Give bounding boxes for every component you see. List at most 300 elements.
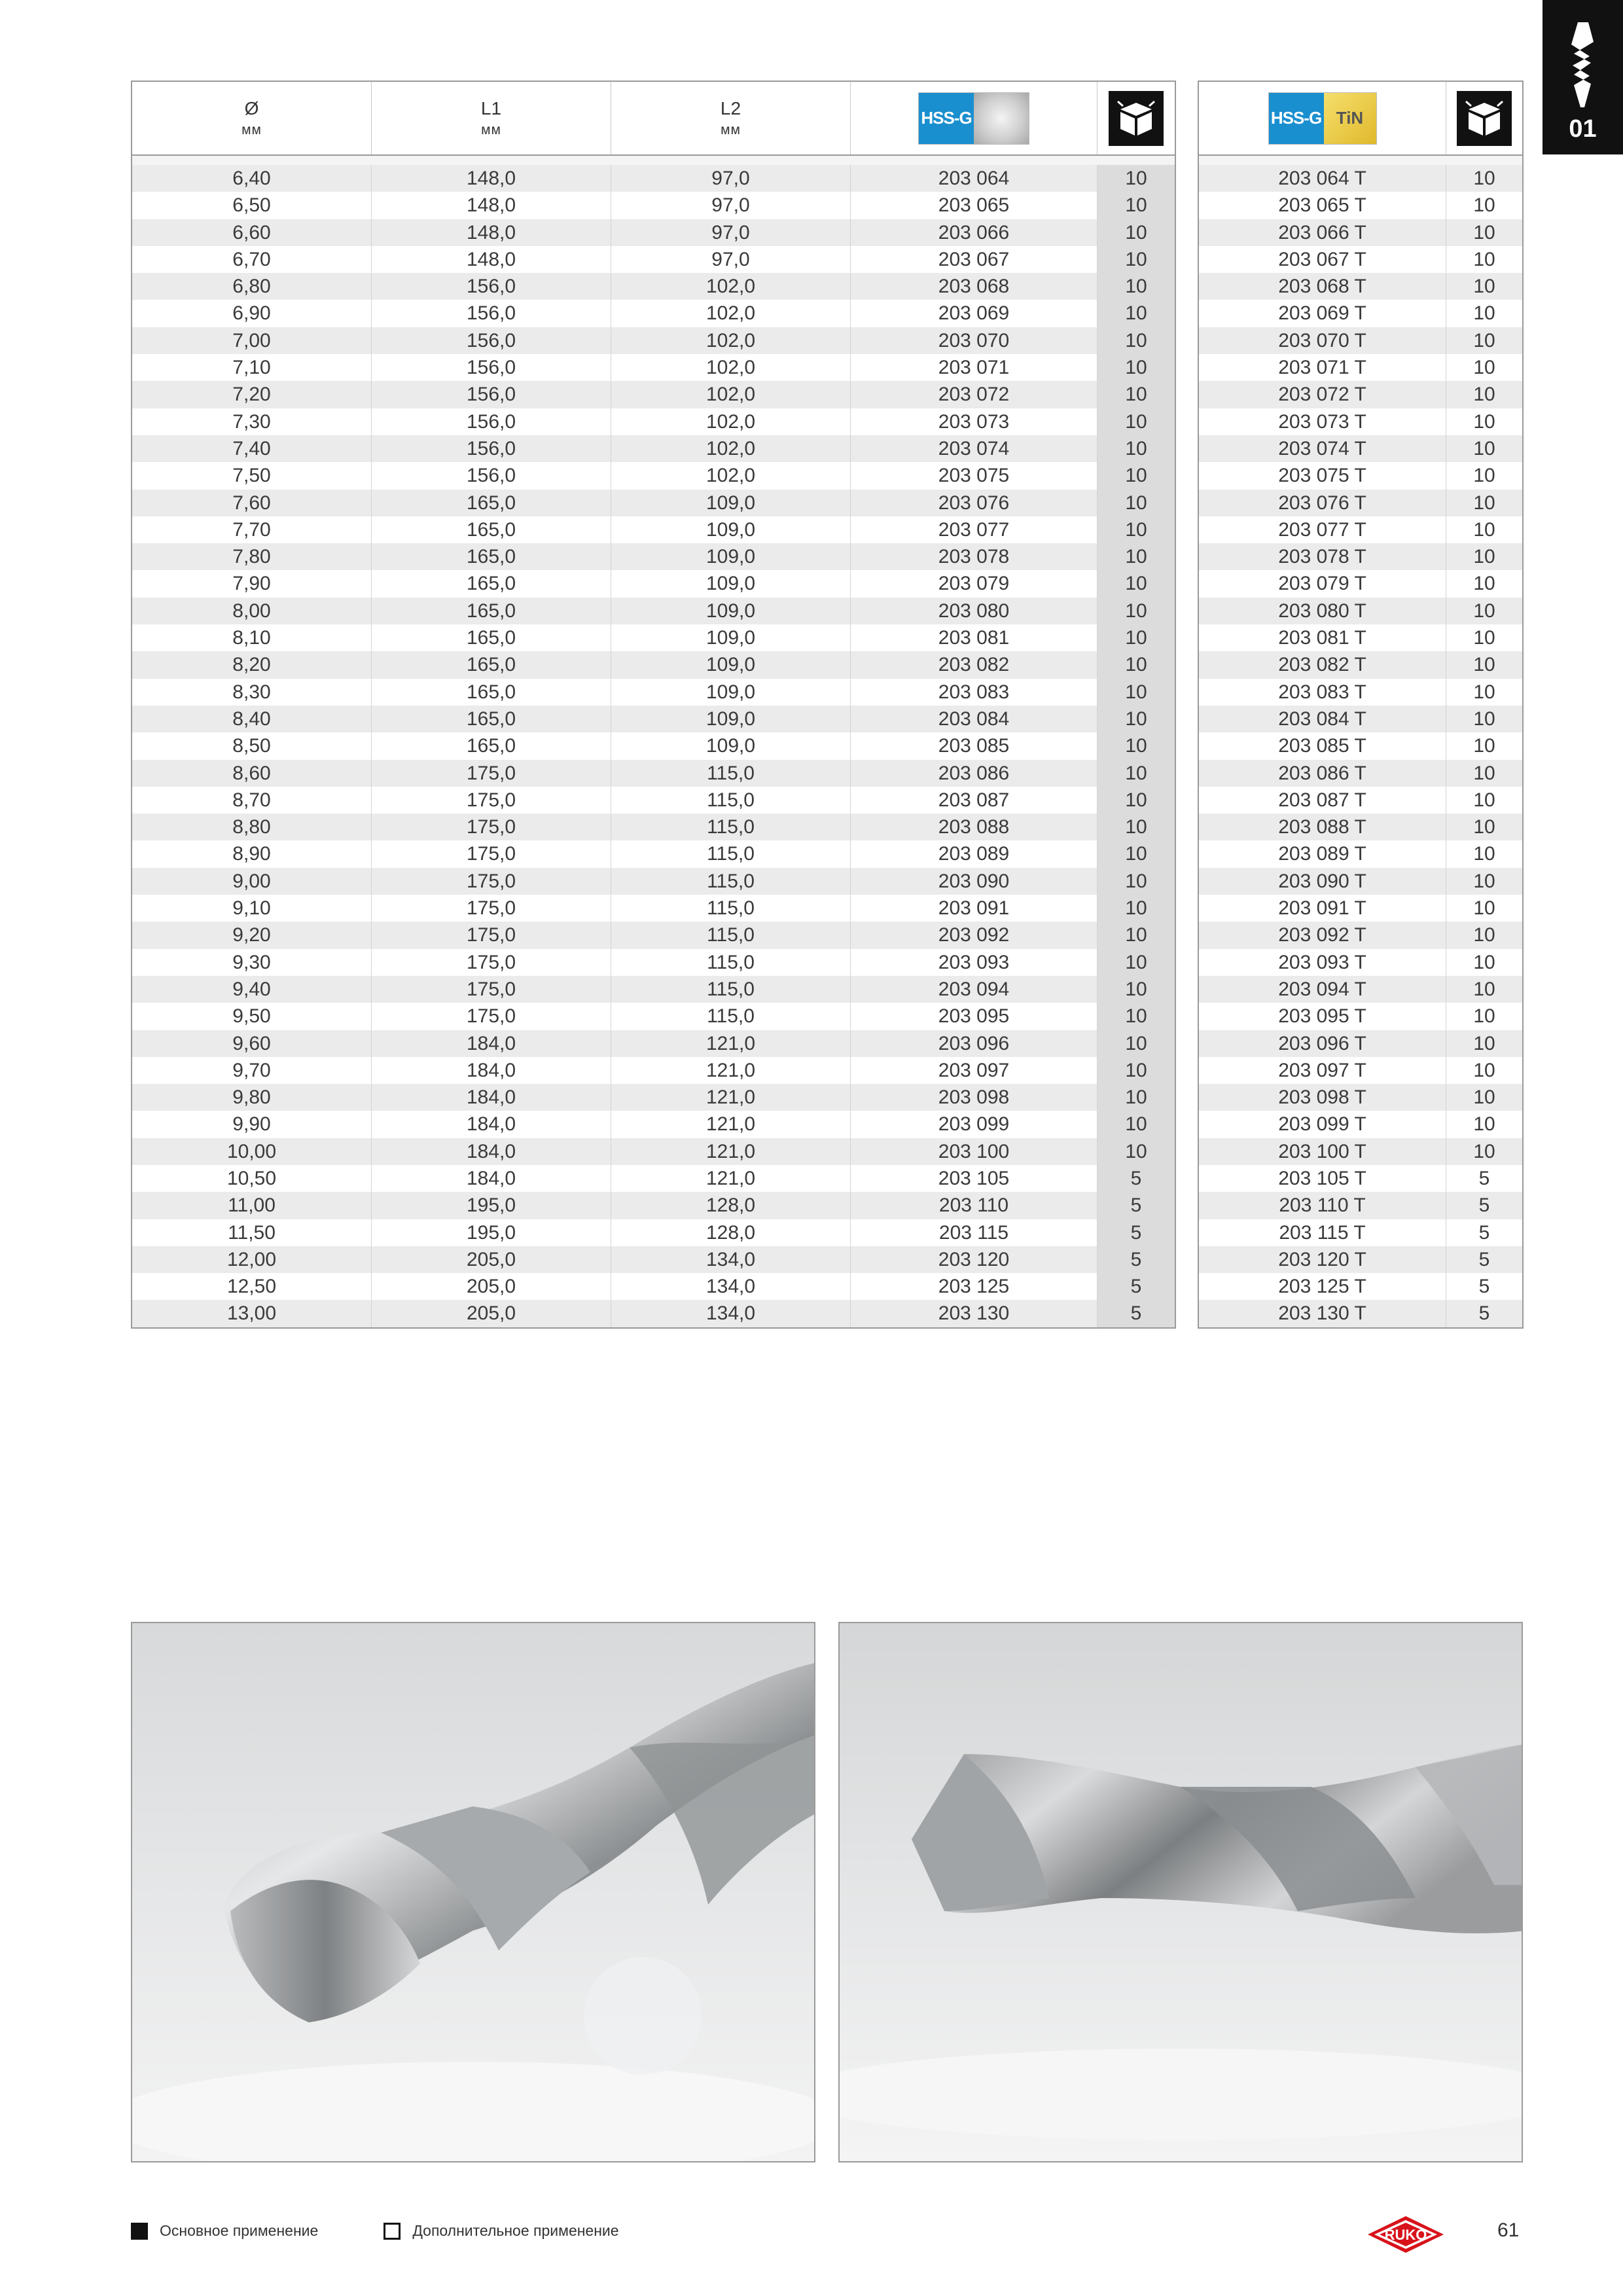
header-pack [1446,82,1522,154]
table-row [132,624,1175,651]
cell-article-tin: 203 093 T [1199,949,1446,976]
cell-pack-qty: 10 [1097,922,1175,948]
cell-diameter: 12,50 [132,1273,372,1300]
cell-diameter: 12,00 [132,1246,372,1273]
table-row [132,1111,1175,1138]
cell-pack-qty: 10 [1473,1032,1495,1054]
cell-l1: 184,0 [372,1111,611,1138]
cell-l1: 175,0 [372,949,611,976]
cell-article-tin: 203 115 T [1199,1219,1446,1246]
cell-pack-qty: 10 [1097,949,1175,976]
cell-diameter: 8,20 [132,651,372,678]
cell-article: 203 076 [851,490,1097,516]
cell-l2: 134,0 [611,1246,851,1273]
cell-article-tin: 203 130 T [1199,1300,1446,1327]
table-row [1199,679,1522,706]
cell-diameter: 10,00 [132,1138,372,1165]
cell-article-tin: 203 068 T [1199,273,1446,300]
table-row [1199,1192,1522,1219]
cell-pack-qty: 10 [1473,168,1495,189]
cell-l2: 102,0 [611,300,851,327]
table-row [132,490,1175,516]
cell-pack-qty: 10 [1473,221,1495,243]
cell-pack-qty: 10 [1473,276,1495,298]
cell-l1: 165,0 [372,490,611,516]
table-row [1199,868,1522,895]
cell-l2: 109,0 [611,679,851,706]
cell-article-tin: 203 094 T [1199,976,1446,1003]
legend-secondary: Дополнительное применение [383,2222,618,2240]
cell-article: 203 065 [851,192,1097,219]
cell-article-tin: 203 120 T [1199,1246,1446,1273]
cell-article: 203 073 [851,408,1097,435]
table-row [1199,354,1522,381]
cell-article-tin: 203 065 T [1199,192,1446,219]
header-pack [1097,82,1175,154]
cell-l2: 102,0 [611,408,851,435]
cell-article-tin: 203 086 T [1199,760,1446,787]
cell-article-tin: 203 098 T [1199,1084,1446,1111]
table-row [132,1273,1175,1300]
table-row [132,165,1175,192]
cell-l2: 102,0 [611,327,851,354]
cell-pack-qty: 5 [1097,1192,1175,1219]
cell-pack-qty: 10 [1473,870,1495,892]
cell-diameter: 6,80 [132,273,372,300]
cell-article-tin: 203 077 T [1199,516,1446,543]
bright-finish-swatch [974,93,1029,144]
table-row [132,840,1175,867]
cell-pack-qty: 10 [1473,302,1495,325]
table-row [132,1003,1175,1030]
table-row [1199,381,1522,408]
header-l2: L2 мм [611,82,851,154]
cell-diameter: 7,90 [132,570,372,597]
table-row [1199,1003,1522,1030]
cell-l2: 134,0 [611,1300,851,1327]
cell-pack-qty: 10 [1097,490,1175,516]
application-legend [131,2222,685,2240]
cell-l1: 175,0 [372,840,611,867]
cell-diameter: 6,40 [132,165,372,192]
cell-diameter: 7,30 [132,408,372,435]
cell-pack-qty: 5 [1478,1302,1490,1325]
cell-article-tin: 203 080 T [1199,598,1446,624]
table-row [1199,543,1522,570]
table-header [1199,82,1522,156]
cell-diameter: 8,60 [132,760,372,787]
table-row [132,976,1175,1003]
cell-pack-qty: 10 [1097,1057,1175,1084]
table-row [132,787,1175,814]
cell-l1: 165,0 [372,624,611,651]
cell-diameter: 9,60 [132,1030,372,1057]
table-row [132,219,1175,246]
cell-article: 203 078 [851,543,1097,570]
table-row [1199,624,1522,651]
header-l1: L1 мм [372,82,611,154]
cell-article-tin: 203 085 T [1199,732,1446,759]
cell-l2: 97,0 [611,219,851,246]
table-row [132,679,1175,706]
cell-article: 203 082 [851,651,1097,678]
cell-article-tin: 203 096 T [1199,1030,1446,1057]
table-row [132,868,1175,895]
cell-l2: 109,0 [611,543,851,570]
table-row [132,1057,1175,1084]
cell-article-tin: 203 091 T [1199,895,1446,922]
cell-l1: 184,0 [372,1030,611,1057]
cell-l1: 165,0 [372,543,611,570]
cell-diameter: 9,30 [132,949,372,976]
table-row [132,814,1175,840]
table-row [132,760,1175,787]
cell-pack-qty: 5 [1097,1219,1175,1246]
cell-pack-qty: 10 [1097,895,1175,922]
cell-pack-qty: 10 [1097,300,1175,327]
cell-l1: 148,0 [372,219,611,246]
cell-pack-qty: 10 [1097,814,1175,840]
cell-l2: 109,0 [611,732,851,759]
cell-article-tin: 203 125 T [1199,1273,1446,1300]
cell-article-tin: 203 083 T [1199,679,1446,706]
cell-diameter: 7,50 [132,462,372,489]
cell-diameter: 8,00 [132,598,372,624]
table-row [1199,408,1522,435]
cell-article-tin: 203 072 T [1199,381,1446,408]
table-row [132,246,1175,273]
cell-pack-qty: 10 [1473,951,1495,973]
cell-pack-qty: 10 [1097,706,1175,732]
cell-l2: 115,0 [611,868,851,895]
cell-pack-qty: 10 [1097,760,1175,787]
cell-l2: 128,0 [611,1219,851,1246]
table-row [1199,1111,1522,1138]
cell-diameter: 6,50 [132,192,372,219]
cell-l2: 115,0 [611,814,851,840]
cell-l1: 195,0 [372,1192,611,1219]
table-header [132,82,1175,156]
cell-l2: 109,0 [611,624,851,651]
cell-pack-qty: 5 [1478,1194,1490,1217]
table-row [132,1219,1175,1246]
cell-article: 203 095 [851,1003,1097,1030]
cell-article: 203 097 [851,1057,1097,1084]
table-row [1199,706,1522,732]
cell-diameter: 8,30 [132,679,372,706]
table-row [132,408,1175,435]
table-row [132,1030,1175,1057]
cell-pack-qty: 10 [1473,384,1495,406]
cell-article: 203 125 [851,1273,1097,1300]
cell-pack-qty: 5 [1478,1221,1490,1244]
cell-article-tin: 203 073 T [1199,408,1446,435]
cell-pack-qty: 10 [1097,679,1175,706]
table-row [1199,732,1522,759]
cell-article: 203 077 [851,516,1097,543]
cell-pack-qty: 10 [1473,194,1495,217]
cell-l1: 156,0 [372,327,611,354]
cell-l1: 184,0 [372,1165,611,1192]
cell-pack-qty: 10 [1097,868,1175,895]
cell-l1: 165,0 [372,598,611,624]
cell-pack-qty: 10 [1097,354,1175,381]
table-row [132,895,1175,922]
cell-l1: 148,0 [372,246,611,273]
cell-l2: 121,0 [611,1111,851,1138]
legend-primary: Основное применение [131,2222,318,2240]
cell-l2: 97,0 [611,246,851,273]
cell-l2: 102,0 [611,273,851,300]
cell-l2: 121,0 [611,1165,851,1192]
cell-pack-qty: 10 [1473,248,1495,270]
cell-diameter: 8,90 [132,840,372,867]
cell-diameter: 9,90 [132,1111,372,1138]
table-row [132,598,1175,624]
cell-article-tin: 203 095 T [1199,1003,1446,1030]
cell-l2: 121,0 [611,1057,851,1084]
table-row [1199,1246,1522,1273]
cell-diameter: 7,00 [132,327,372,354]
table-row [1199,814,1522,840]
chapter-tab [1543,0,1623,154]
cell-pack-qty: 10 [1473,492,1495,514]
cell-pack-qty: 10 [1097,840,1175,867]
table-row [1199,490,1522,516]
table-row [132,543,1175,570]
header-hss-g-tin [1199,82,1446,154]
chapter-number: 01 [1569,115,1597,143]
cell-l2: 115,0 [611,840,851,867]
table-row [1199,1084,1522,1111]
cell-diameter: 9,80 [132,1084,372,1111]
hss-g-tin-badge: HSS-G TiN [1268,92,1377,145]
cell-pack-qty: 10 [1097,273,1175,300]
cell-pack-qty: 5 [1097,1246,1175,1273]
cell-article: 203 081 [851,624,1097,651]
table-row [132,381,1175,408]
cell-pack-qty: 10 [1097,516,1175,543]
table-row [1199,922,1522,948]
cell-pack-qty: 10 [1097,976,1175,1003]
cell-article: 203 115 [851,1219,1097,1246]
cell-pack-qty: 5 [1097,1273,1175,1300]
cell-pack-qty: 10 [1097,1030,1175,1057]
cell-l2: 109,0 [611,516,851,543]
cell-diameter: 13,00 [132,1300,372,1327]
cell-diameter: 8,70 [132,787,372,814]
cell-diameter: 9,00 [132,868,372,895]
cell-pack-qty: 5 [1478,1167,1490,1189]
table-row [1199,1138,1522,1165]
cell-pack-qty: 10 [1473,789,1495,811]
filled-square-icon [131,2223,148,2240]
cell-l1: 175,0 [372,814,611,840]
cell-article: 203 067 [851,246,1097,273]
cell-article: 203 092 [851,922,1097,948]
cell-article: 203 075 [851,462,1097,489]
cell-article: 203 071 [851,354,1097,381]
cell-article: 203 100 [851,1138,1097,1165]
cell-l2: 121,0 [611,1030,851,1057]
cell-article-tin: 203 100 T [1199,1138,1446,1165]
table-row [1199,192,1522,219]
cell-pack-qty: 5 [1097,1165,1175,1192]
table-row [132,651,1175,678]
cell-article: 203 090 [851,868,1097,895]
cell-article-tin: 203 079 T [1199,570,1446,597]
cell-article-tin: 203 075 T [1199,462,1446,489]
cell-l1: 165,0 [372,679,611,706]
cell-diameter: 8,10 [132,624,372,651]
cell-pack-qty: 10 [1473,816,1495,838]
cell-pack-qty: 10 [1097,246,1175,273]
cell-pack-qty: 10 [1473,924,1495,946]
cell-pack-qty: 10 [1473,1005,1495,1028]
cell-l2: 109,0 [611,490,851,516]
cell-l1: 175,0 [372,1003,611,1030]
cell-pack-qty: 10 [1473,897,1495,920]
cell-pack-qty: 10 [1473,735,1495,757]
empty-square-icon [383,2223,401,2240]
table-row [1199,651,1522,678]
table-row [1199,949,1522,976]
cell-l2: 121,0 [611,1138,851,1165]
cell-pack-qty: 10 [1473,1113,1495,1136]
cell-l2: 102,0 [611,435,851,462]
cell-article: 203 093 [851,949,1097,976]
cell-article: 203 079 [851,570,1097,597]
table-row [1199,895,1522,922]
table-row [1199,976,1522,1003]
cell-l2: 109,0 [611,706,851,732]
drill-flute-closeup-image [838,1622,1523,2162]
table-row [132,949,1175,976]
cell-diameter: 10,50 [132,1165,372,1192]
cell-article: 203 087 [851,787,1097,814]
cell-article: 203 088 [851,814,1097,840]
hss-g-badge: HSS-G [918,92,1029,145]
table-row [1199,1030,1522,1057]
cell-article: 203 130 [851,1300,1097,1327]
cell-diameter: 9,70 [132,1057,372,1084]
cell-pack-qty: 10 [1097,1111,1175,1138]
cell-diameter: 9,50 [132,1003,372,1030]
cell-pack-qty: 10 [1097,543,1175,570]
cell-l1: 165,0 [372,732,611,759]
cell-l2: 115,0 [611,760,851,787]
cell-article-tin: 203 078 T [1199,543,1446,570]
cell-pack-qty: 10 [1473,410,1495,433]
cell-l2: 109,0 [611,570,851,597]
cell-article: 203 070 [851,327,1097,354]
cell-l1: 156,0 [372,273,611,300]
table-row [132,1084,1175,1111]
table-row [132,354,1175,381]
cell-article: 203 068 [851,273,1097,300]
cell-l2: 109,0 [611,651,851,678]
cell-l2: 102,0 [611,381,851,408]
cell-article-tin: 203 099 T [1199,1111,1446,1138]
cell-l1: 156,0 [372,381,611,408]
cell-diameter: 6,90 [132,300,372,327]
table-row [132,1300,1175,1327]
table-row [1199,516,1522,543]
cell-article-tin: 203 097 T [1199,1057,1446,1084]
cell-article: 203 094 [851,976,1097,1003]
cell-l1: 175,0 [372,922,611,948]
table-row [132,1192,1175,1219]
cell-article-tin: 203 088 T [1199,814,1446,840]
cell-pack-qty: 10 [1473,1140,1495,1162]
ruko-logo [1366,2215,1445,2257]
cell-l1: 148,0 [372,192,611,219]
table-row [132,732,1175,759]
cell-l2: 115,0 [611,895,851,922]
table-row [132,435,1175,462]
cell-article: 203 069 [851,300,1097,327]
cell-article: 203 120 [851,1246,1097,1273]
cell-article: 203 074 [851,435,1097,462]
cell-pack-qty: 10 [1473,654,1495,676]
cell-l1: 156,0 [372,408,611,435]
table-row [132,327,1175,354]
cell-pack-qty: 10 [1473,600,1495,622]
cell-l1: 205,0 [372,1246,611,1273]
cell-l2: 134,0 [611,1273,851,1300]
cell-l1: 156,0 [372,300,611,327]
cell-pack-qty: 10 [1473,762,1495,784]
table-row [132,300,1175,327]
table-row [1199,435,1522,462]
cell-pack-qty: 10 [1097,462,1175,489]
cell-article-tin: 203 081 T [1199,624,1446,651]
table-row [1199,462,1522,489]
table-body [132,165,1175,1327]
cell-l1: 156,0 [372,462,611,489]
cell-pack-qty: 10 [1473,627,1495,649]
cell-diameter: 6,70 [132,246,372,273]
cell-l1: 148,0 [372,165,611,192]
table-row [132,922,1175,948]
cell-l2: 109,0 [611,598,851,624]
table-row [132,516,1175,543]
main-product-table [131,81,1176,1329]
cell-l2: 97,0 [611,192,851,219]
page-number: 61 [1497,2219,1520,2241]
cell-l1: 205,0 [372,1273,611,1300]
cell-l1: 195,0 [372,1219,611,1246]
cell-l2: 115,0 [611,787,851,814]
cell-article-tin: 203 064 T [1199,165,1446,192]
cell-article: 203 072 [851,381,1097,408]
cell-article-tin: 203 082 T [1199,651,1446,678]
cell-article-tin: 203 067 T [1199,246,1446,273]
table-row [1199,273,1522,300]
cell-article: 203 083 [851,679,1097,706]
table-row [1199,1300,1522,1327]
table-row [132,192,1175,219]
cell-pack-qty: 10 [1097,327,1175,354]
cell-article: 203 096 [851,1030,1097,1057]
table-row [1199,246,1522,273]
cell-diameter: 7,60 [132,490,372,516]
table-row [1199,1273,1522,1300]
cell-article: 203 066 [851,219,1097,246]
cell-pack-qty: 10 [1473,1059,1495,1081]
table-row [1199,598,1522,624]
table-row [132,570,1175,597]
